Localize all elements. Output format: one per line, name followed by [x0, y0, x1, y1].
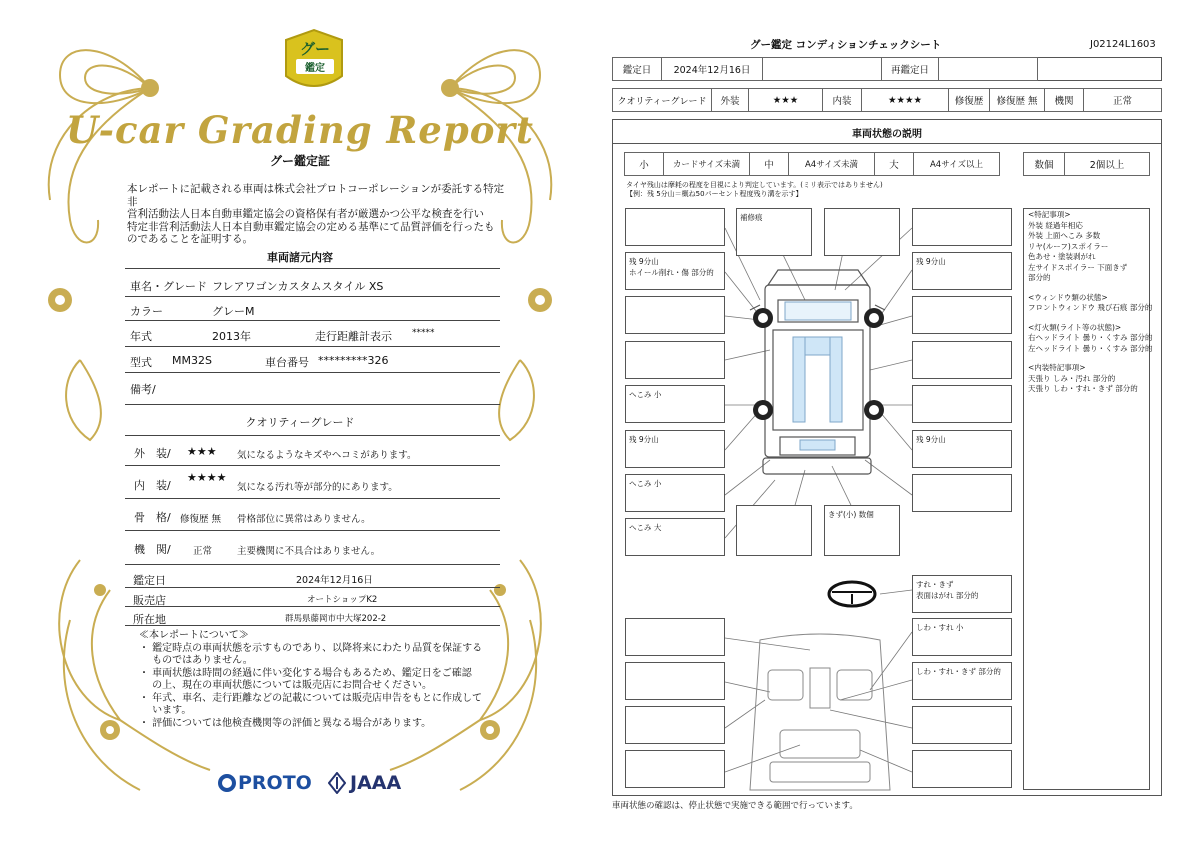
chassis-value: *********326 [318, 354, 389, 367]
certificate-heading: グー鑑定証 [269, 154, 330, 168]
grade-label-cell: クオリティーグレード [612, 88, 712, 112]
note-box [912, 706, 1012, 744]
count-desc-cell: 2個以上 [1064, 152, 1150, 176]
note-box [912, 385, 1012, 423]
size-mid-desc-cell: A4サイズ未満 [788, 152, 875, 176]
name-value: フレアワゴンカスタムスタイル XS [212, 280, 384, 293]
note-box [912, 750, 1012, 788]
divider [125, 625, 500, 626]
engine-desc: 主要機関に不具合はありません。 [237, 546, 381, 557]
interior-desc: 気になる汚れ等が部分的にあります。 [237, 482, 398, 493]
interior-label: 内 装/ [134, 479, 171, 492]
date-label: 鑑定日 [133, 574, 166, 587]
address-value: 群馬県藤岡市中大塚202-2 [285, 614, 387, 624]
frame-label: 骨 格/ [134, 511, 171, 524]
engine-value: 正常 [193, 546, 213, 557]
model-value: MM32S [172, 354, 212, 367]
year-value: 2013年 [212, 330, 251, 343]
note-box-front-center: 補修痕 [736, 208, 812, 256]
badge-bottom-text: 鑑定 [296, 59, 334, 74]
note-box-right-front: 残 9分山 [912, 252, 1012, 290]
note-box [625, 208, 725, 246]
int-value-cell: ★★★★ [861, 88, 949, 112]
quality-heading: クオリティーグレード [245, 416, 355, 429]
ext-label-cell: 外装 [711, 88, 749, 112]
remarks-label: 備考/ [130, 383, 156, 396]
exterior-desc: 気になるようなキズやヘコミがあります。 [237, 450, 417, 461]
note-box [824, 208, 900, 256]
date-value: 2024年12月16日 [296, 575, 373, 586]
proto-logo: PROTO [218, 772, 312, 794]
note-box [625, 662, 725, 700]
dealer-label: 販売店 [133, 594, 166, 607]
exterior-stars: ★★★ [187, 445, 217, 458]
engine-label-cell: 機関 [1044, 88, 1084, 112]
year-label: 年式 [130, 330, 152, 343]
ext-value-cell: ★★★ [748, 88, 823, 112]
sheet-footer: 車両状態の確認は、停止状態で実施できる範囲で行っています。 [612, 801, 858, 811]
note-box-left-mid: へこみ 小 [625, 385, 725, 423]
note-box-steering: すれ・きず 表面はがれ 部分的 [912, 575, 1012, 613]
note-box-int-right2: しわ・すれ・きず 部分的 [912, 662, 1012, 700]
divider [125, 587, 500, 588]
state-heading: 車両状態の説明 [852, 129, 922, 140]
jaaa-logo-icon [328, 772, 346, 794]
name-label: 車名・グレード [130, 280, 207, 293]
divider [125, 296, 500, 297]
repair-label-cell: 修復歴 [948, 88, 990, 112]
repair-value-cell: 修復歴 無 [989, 88, 1045, 112]
note-box [625, 706, 725, 744]
note-box [625, 341, 725, 379]
divider [125, 606, 500, 607]
sheet-title: グー鑑定 コンディションチェックシート [750, 39, 942, 51]
address-label: 所在地 [133, 613, 166, 626]
report-notes: ≪本レポートについて≫ ・ 鑑定時点の車両状態を示すものであり、以降将来にわたり品質を保証する ものではありません。 ・ 車両状態は時間の経過に伴い変化する場合もあるため、鑑定日をご確認 の上、現在の車両状態については販売店にお問合せください。 ・ 年式、車名、走行距離などの記載については販売店申告をもとに作成して います。 ・ 評価については他検査機関等の評価と異なる場合があります。 [139, 630, 483, 729]
reinspect-label-cell: 再鑑定日 [881, 57, 939, 81]
count-label-cell: 数個 [1023, 152, 1065, 176]
int-label-cell: 内装 [822, 88, 862, 112]
interior-stars: ★★★★ [187, 471, 227, 484]
frame-desc: 骨格部位に異常はありません。 [237, 514, 371, 525]
special-notes: <特記事項> 外装 経過年相応 外装 上面へこみ 多数 リヤ(ルーフ)スポイラー 色あせ・塗装剥がれ 左サイドスポイラー 下面きず 部分的 <ウィンドウ類の状態> フロントウィンドウ 飛び石痕 部分的 <灯火類(ライト等の状態)> 右ヘッドライト 曇り・くすみ 部分的 左ヘッドライト 曇り・くすみ 部分的 <内装特記事項> 天張り しみ・汚れ 部分的 天張り しわ・すれ・きず 部分的 [1028, 210, 1153, 393]
divider [125, 346, 500, 347]
color-label: カラー [130, 305, 163, 318]
note-box-right-rear: 残 9分山 [912, 430, 1012, 468]
goo-badge [290, 38, 340, 74]
note-box [912, 208, 1012, 246]
engine-value-cell: 正常 [1083, 88, 1162, 112]
note-box-left-rear: 残 9分山 [625, 430, 725, 468]
proto-logo-icon [218, 774, 236, 792]
jaaa-logo: JAAA [328, 772, 401, 794]
tire-note-2: 【例：残 5分山＝概ね50パーセント程度残り溝を示す】 [626, 190, 803, 198]
mileage-label: 走行距離計表示 [315, 330, 392, 343]
exterior-label: 外 装/ [134, 447, 171, 460]
frame-value: 修復歴 無 [180, 514, 222, 525]
divider [125, 530, 500, 531]
sheet-code: J02124L1603 [1090, 39, 1156, 50]
note-box-left-lower1: へこみ 小 [625, 474, 725, 512]
model-label: 型式 [130, 356, 152, 369]
note-box [625, 296, 725, 334]
divider [125, 372, 500, 373]
chassis-label: 車台番号 [265, 356, 309, 369]
note-box-rear-center: きず(小) 数個 [824, 505, 900, 556]
divider [125, 564, 500, 565]
note-box-left-lower2: へこみ 大 [625, 518, 725, 556]
note-box [736, 505, 812, 556]
divider [125, 498, 500, 499]
size-small-cell: 小 [624, 152, 664, 176]
divider [125, 404, 500, 405]
note-box-left-front: 残 9分山 ホイール削れ・傷 部分的 [625, 252, 725, 290]
note-box [912, 296, 1012, 334]
report-title: U-car Grading Report [66, 108, 534, 152]
mileage-value: ***** [412, 328, 435, 338]
divider [125, 320, 500, 321]
divider [125, 268, 500, 269]
intro-text: 本レポートに記載される車両は株式会社プロトコーポレーションが委託する特定非 営利活動法人日本自動車鑑定協会の資格保有者が厳選かつ公平な検査を行い 特定非営利活動法人日本自動車鑑定協会の定める基準にて品質評価を行ったも のであることを証明する。 [127, 183, 505, 245]
divider [125, 435, 500, 436]
size-small-desc-cell: カードサイズ未満 [663, 152, 750, 176]
dealer-value: オートショップK2 [307, 595, 378, 605]
note-box [625, 750, 725, 788]
note-box [625, 618, 725, 656]
size-large-cell: 大 [874, 152, 914, 176]
spec-heading: 車両諸元内容 [267, 251, 333, 264]
note-box [912, 474, 1012, 512]
note-box [912, 341, 1012, 379]
size-mid-cell: 中 [749, 152, 789, 176]
date-label-cell: 鑑定日 [612, 57, 662, 81]
engine-label: 機 関/ [134, 543, 171, 556]
badge-top-text: グー [299, 40, 330, 58]
note-box-int-right1: しわ・すれ 小 [912, 618, 1012, 656]
size-large-desc-cell: A4サイズ以上 [913, 152, 1000, 176]
date-value-cell: 2024年12月16日 [661, 57, 763, 81]
divider [125, 465, 500, 466]
condition-check-sheet [600, 0, 1200, 848]
tire-note-1: タイヤ残山は摩耗の程度を目視により判定しています。(ミリ表示ではありません) [626, 181, 883, 189]
color-value: グレーM [212, 305, 255, 318]
